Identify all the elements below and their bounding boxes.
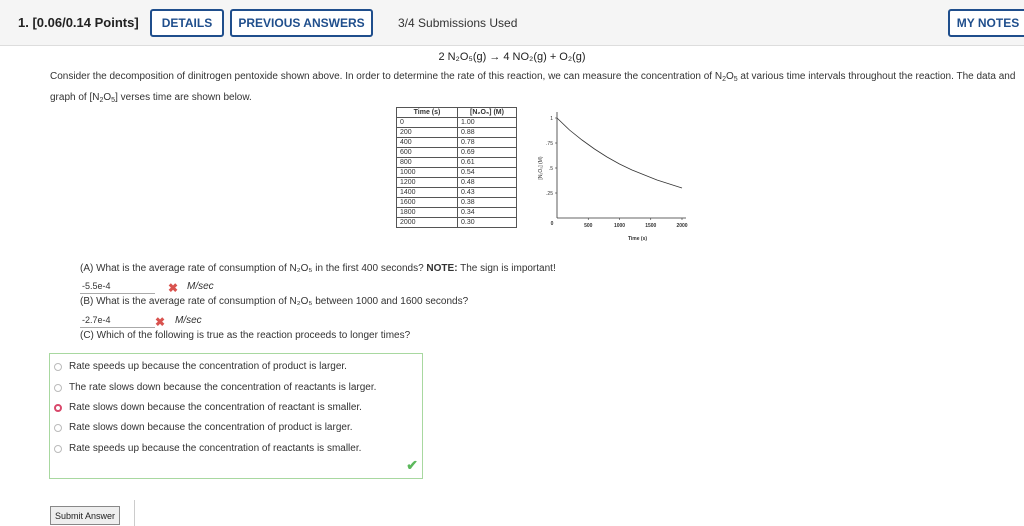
radio-3[interactable] bbox=[54, 424, 62, 432]
table-row bbox=[397, 208, 517, 218]
y-tick-label: .75 bbox=[546, 141, 553, 147]
submit-answer-button[interactable]: Submit Answer bbox=[50, 506, 120, 525]
y-tick-label: .5 bbox=[548, 166, 553, 172]
table-cell-time: 1800 bbox=[397, 208, 458, 218]
oxygen-symbol-b: O bbox=[103, 92, 112, 103]
question-number: 1. [0.06/0.14 Points] bbox=[18, 15, 139, 30]
question-a bbox=[80, 263, 556, 274]
table-cell-conc: 0.88 bbox=[458, 128, 517, 138]
radio-0[interactable] bbox=[54, 363, 62, 371]
table-row bbox=[397, 148, 517, 158]
table-cell-conc: 0.61 bbox=[458, 158, 517, 168]
choice-2-label: Rate slows down because the concentration of reactant is smaller. bbox=[69, 402, 362, 413]
table-cell-conc: 0.30 bbox=[458, 218, 517, 228]
x-tick-label: 500 bbox=[584, 223, 593, 229]
question-a-text: What is the average rate of consumption of N₂O₅ in the first 400 seconds? bbox=[96, 263, 427, 274]
x-axis-label: Time (s) bbox=[627, 236, 648, 242]
radio-4[interactable] bbox=[54, 445, 62, 453]
origin-label: 0 bbox=[550, 221, 554, 227]
choice-4[interactable] bbox=[54, 443, 361, 454]
question-b-label: (B) bbox=[80, 296, 97, 307]
table-cell-conc: 0.38 bbox=[458, 198, 517, 208]
sub-2: 2 bbox=[722, 76, 726, 83]
choice-0[interactable] bbox=[54, 361, 347, 372]
reaction-equation: 2 N₂O₅(g) → 4 NO₂(g) + O₂(g) bbox=[438, 51, 586, 63]
table-row bbox=[397, 118, 517, 128]
choice-2[interactable] bbox=[54, 402, 362, 413]
table-row bbox=[397, 158, 517, 168]
table-cell-time: 1600 bbox=[397, 198, 458, 208]
table-header-time: Time (s) bbox=[397, 108, 458, 118]
table-cell-conc: 0.54 bbox=[458, 168, 517, 178]
question-a-note: NOTE: bbox=[426, 263, 458, 274]
table-cell-time: 600 bbox=[397, 148, 458, 158]
question-c bbox=[80, 330, 410, 341]
table-cell-time: 0 bbox=[397, 118, 458, 128]
answer-b-unit: M/sec bbox=[175, 315, 202, 326]
question-header bbox=[0, 0, 1024, 46]
concentration-curve bbox=[557, 118, 682, 188]
answer-a-input[interactable]: -5.5e-4 bbox=[82, 281, 111, 291]
choice-3-label: Rate slows down because the concentration of product is larger. bbox=[69, 422, 353, 433]
table-cell-time: 400 bbox=[397, 138, 458, 148]
choice-1-label: The rate slows down because the concentration of reactants is larger. bbox=[69, 382, 377, 393]
table-row bbox=[397, 138, 517, 148]
table-cell-time: 2000 bbox=[397, 218, 458, 228]
y-tick-label: .25 bbox=[546, 191, 553, 197]
table-cell-conc: 0.78 bbox=[458, 138, 517, 148]
question-c-text: Which of the following is true as the reaction proceeds to longer times? bbox=[96, 330, 411, 341]
sub-5b: 5 bbox=[111, 97, 116, 104]
answer-a-underline bbox=[80, 293, 155, 294]
table-cell-conc: 1.00 bbox=[458, 118, 517, 128]
problem-description bbox=[50, 68, 1020, 110]
table-cell-conc: 0.43 bbox=[458, 188, 517, 198]
table-cell-conc: 0.69 bbox=[458, 148, 517, 158]
table-cell-time: 800 bbox=[397, 158, 458, 168]
table-cell-time: 1000 bbox=[397, 168, 458, 178]
answer-a-unit: M/sec bbox=[187, 281, 214, 292]
question-b bbox=[80, 296, 468, 307]
details-button[interactable]: DETAILS bbox=[150, 9, 224, 37]
x-tick-label: 2000 bbox=[676, 223, 688, 229]
my-notes-button[interactable]: MY NOTES bbox=[948, 9, 1024, 37]
table-row bbox=[397, 168, 517, 178]
table-header-conc: [N₂O₅] (M) bbox=[458, 108, 517, 118]
table-cell-time: 1400 bbox=[397, 188, 458, 198]
concentration-table bbox=[396, 107, 517, 228]
question-c-label: (C) bbox=[80, 330, 97, 341]
table-cell-conc: 0.34 bbox=[458, 208, 517, 218]
choice-0-label: Rate speeds up because the concentration of product is larger. bbox=[69, 361, 347, 372]
table-row bbox=[397, 198, 517, 208]
submissions-used: 3/4 Submissions Used bbox=[398, 16, 518, 30]
x-tick-label: 1000 bbox=[613, 223, 626, 229]
question-b-text: What is the average rate of consumption of N₂O₅ between 1000 and 1600 seconds? bbox=[96, 296, 469, 307]
choice-3[interactable] bbox=[54, 422, 353, 433]
answer-b-input[interactable]: -2.7e-4 bbox=[82, 315, 111, 325]
table-cell-conc: 0.48 bbox=[458, 178, 517, 188]
intro-text-c: ] verses time are shown below. bbox=[115, 92, 252, 103]
choices-box bbox=[49, 353, 423, 479]
table-cell-time: 1200 bbox=[397, 178, 458, 188]
radio-1[interactable] bbox=[54, 384, 62, 392]
question-a-note-text: The sign is important! bbox=[457, 263, 556, 274]
previous-answers-button[interactable]: PREVIOUS ANSWERS bbox=[230, 9, 373, 37]
sub-2b: 2 bbox=[99, 97, 104, 104]
table-cell-time: 200 bbox=[397, 128, 458, 138]
y-axis-label: [N₂O₅] (M) bbox=[538, 156, 544, 180]
radio-2-selected[interactable] bbox=[54, 404, 62, 412]
choice-4-label: Rate speeds up because the concentration of reactants is smaller. bbox=[69, 443, 362, 454]
intro-text-a: Consider the decomposition of dinitrogen pentoxide shown above. In order to determine the rate of this reaction, we can measure the concentration of N bbox=[50, 71, 723, 82]
intro-text-b: at various time intervals throughout the reaction. The data and graph of [N bbox=[50, 71, 1016, 103]
correct-check-icon: ✔ bbox=[406, 457, 418, 473]
choice-1[interactable] bbox=[54, 382, 376, 393]
x-tick-label: 1500 bbox=[645, 223, 657, 229]
y-tick-label: 1 bbox=[550, 116, 553, 122]
answer-b-underline bbox=[80, 327, 155, 328]
incorrect-icon: ✖ bbox=[168, 281, 179, 295]
table-row bbox=[397, 218, 517, 228]
table-row bbox=[397, 128, 517, 138]
divider bbox=[134, 500, 135, 526]
table-row bbox=[397, 178, 517, 188]
incorrect-icon-b: ✖ bbox=[155, 315, 166, 329]
sub-5: 5 bbox=[733, 76, 738, 83]
concentration-graph bbox=[530, 108, 690, 248]
oxygen-symbol: O bbox=[725, 71, 734, 82]
table-row bbox=[397, 188, 517, 198]
question-a-label: (A) bbox=[80, 263, 97, 274]
